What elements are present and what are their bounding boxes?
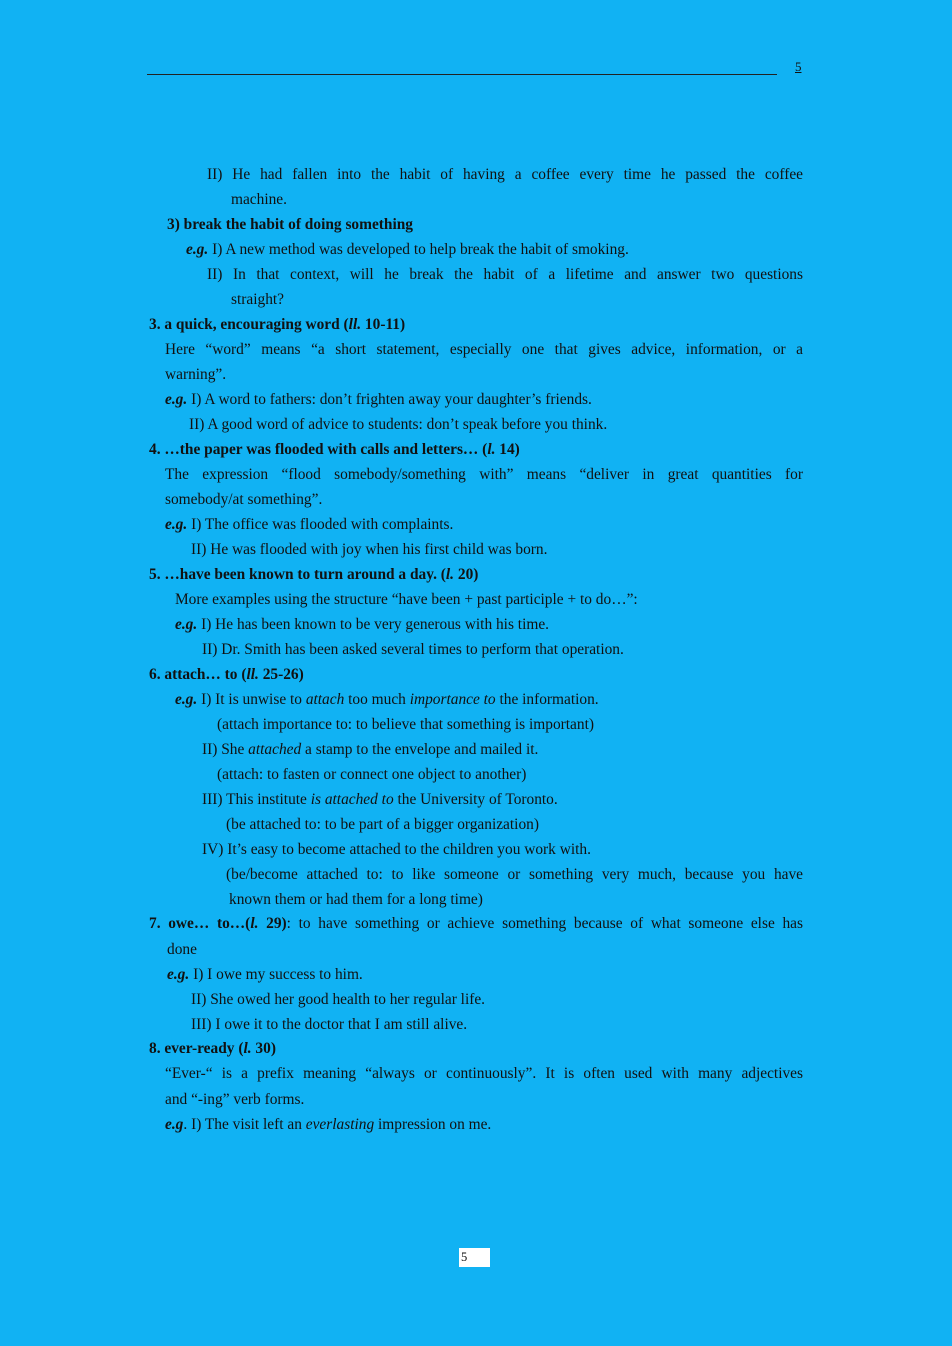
- example-text: II) She: [202, 741, 249, 758]
- eg-label: e.g.: [165, 391, 188, 408]
- example-text: too much: [344, 691, 410, 708]
- line-ref: ll.: [246, 666, 259, 683]
- text-line: II) He was flooded with joy when his first child was born.: [191, 541, 548, 558]
- example-line: [167, 966, 363, 984]
- eg-label: e.g.: [186, 241, 209, 258]
- text-line: III) I owe it to the doctor that I am still alive.: [191, 1016, 468, 1033]
- example-text: I) A word to fathers: don’t frighten away your daughter’s friends.: [187, 391, 592, 408]
- example-line: [175, 691, 599, 709]
- heading-text: 5. …have been known to turn around a day. (: [149, 566, 446, 583]
- subheading: 3) break the habit of doing something: [167, 216, 413, 233]
- emphasis: importance to: [409, 691, 496, 708]
- text-line: II) She owed her good health to her regular life.: [191, 991, 486, 1008]
- text-line: More examples using the structure “have been + past participle + to do…”:: [175, 591, 638, 608]
- heading-text: 7. owe… to…(: [149, 915, 251, 932]
- text-line: “Ever-“ is a prefix meaning “always or continuously”. It is often used with many adjectives: [165, 1065, 803, 1082]
- text-line: somebody/at something”.: [165, 491, 323, 508]
- text-line: II) A good word of advice to students: don’t speak before you think.: [189, 416, 608, 433]
- example-text: III) This institute: [202, 791, 311, 808]
- eg-label: e.g: [165, 1116, 184, 1133]
- example-text: I) He has been known to be very generous with his time.: [197, 616, 549, 633]
- example-text: I) The office was flooded with complaints.: [187, 516, 454, 533]
- text-line: warning”.: [165, 366, 227, 383]
- heading-text: 6. attach… to (: [149, 666, 247, 683]
- text-line: straight?: [231, 291, 284, 308]
- line-ref: l.: [445, 566, 455, 583]
- eg-label: e.g.: [175, 691, 198, 708]
- section-heading: [149, 666, 304, 684]
- example-text: I) A new method was developed to help break the habit of smoking.: [208, 241, 629, 258]
- heading-text: 14): [495, 441, 520, 458]
- section-heading: [149, 441, 520, 459]
- example-text: the University of Toronto.: [393, 791, 558, 808]
- text-line: II) Dr. Smith has been asked several times to perform that operation.: [202, 641, 624, 658]
- heading-text: 3. a quick, encouraging word (: [149, 316, 349, 333]
- heading-text: 29): [258, 915, 287, 932]
- example-line: [165, 1116, 491, 1134]
- emphasis: attach: [305, 691, 345, 708]
- definition-line: known them or had them for a long time): [229, 891, 483, 908]
- heading-text: 8. ever-ready (: [149, 1040, 244, 1057]
- example-text: . I) The visit left an: [183, 1116, 306, 1133]
- example-text: a stamp to the envelope and mailed it.: [301, 741, 539, 758]
- example-line: [186, 241, 629, 259]
- text-line: II) In that context, will he break the habit of a lifetime and answer two questions: [207, 266, 803, 283]
- definition-line: (be/become attached to: to like someone or something very much, because you have: [226, 866, 803, 883]
- eg-label: e.g.: [175, 616, 198, 633]
- definition-line: (be attached to: to be part of a bigger organization): [226, 816, 539, 833]
- line-ref: ll.: [348, 316, 362, 333]
- text-line: done: [167, 941, 197, 958]
- example-line: [165, 391, 592, 409]
- emphasis: attached: [248, 741, 302, 758]
- text-line: II) He had fallen into the habit of having a coffee every time he passed the coffee: [207, 166, 803, 183]
- line-ref: l.: [487, 441, 496, 458]
- eg-label: e.g.: [165, 516, 188, 533]
- line-ref: l.: [250, 915, 259, 932]
- text-line: The expression “flood somebody/something with” means “deliver in great quantities for: [165, 466, 803, 483]
- heading-text: 10-11): [361, 316, 406, 333]
- example-line: [165, 516, 453, 534]
- line-ref: l.: [243, 1040, 252, 1057]
- heading-text: 30): [251, 1040, 276, 1057]
- footer-page-number: 5: [459, 1248, 490, 1267]
- heading-text: 25-26): [258, 666, 304, 683]
- text-line: Here “word” means “a short statement, especially one that gives advice, information, or a: [165, 341, 803, 358]
- example-line: [202, 741, 538, 759]
- example-text: I) It is unwise to: [197, 691, 306, 708]
- section-heading: [149, 915, 803, 933]
- text-line: and “-ing” verb forms.: [165, 1091, 305, 1108]
- definition-line: (attach importance to: to believe that something is important): [217, 716, 594, 733]
- section-heading: [149, 1040, 276, 1058]
- emphasis: is attached to: [310, 791, 394, 808]
- example-text: impression on me.: [374, 1116, 492, 1133]
- section-heading: [149, 316, 405, 334]
- example-text: the information.: [495, 691, 599, 708]
- definition-text: : to have something or achieve something because of what someone else has: [286, 915, 803, 932]
- text-line: machine.: [231, 191, 287, 208]
- example-line: [175, 616, 549, 634]
- header-page-number: 5: [795, 59, 802, 74]
- heading-text: 20): [454, 566, 479, 583]
- emphasis: everlasting: [305, 1116, 375, 1133]
- section-heading: [149, 566, 478, 584]
- example-line: [202, 791, 558, 809]
- header-rule: [147, 74, 777, 75]
- example-line: IV) It’s easy to become attached to the children you work with.: [202, 841, 591, 858]
- eg-label: e.g.: [167, 966, 190, 983]
- example-text: I) I owe my success to him.: [189, 966, 363, 983]
- heading-text: 4. …the paper was flooded with calls and letters… (: [149, 441, 488, 458]
- definition-line: (attach: to fasten or connect one object to another): [217, 766, 527, 783]
